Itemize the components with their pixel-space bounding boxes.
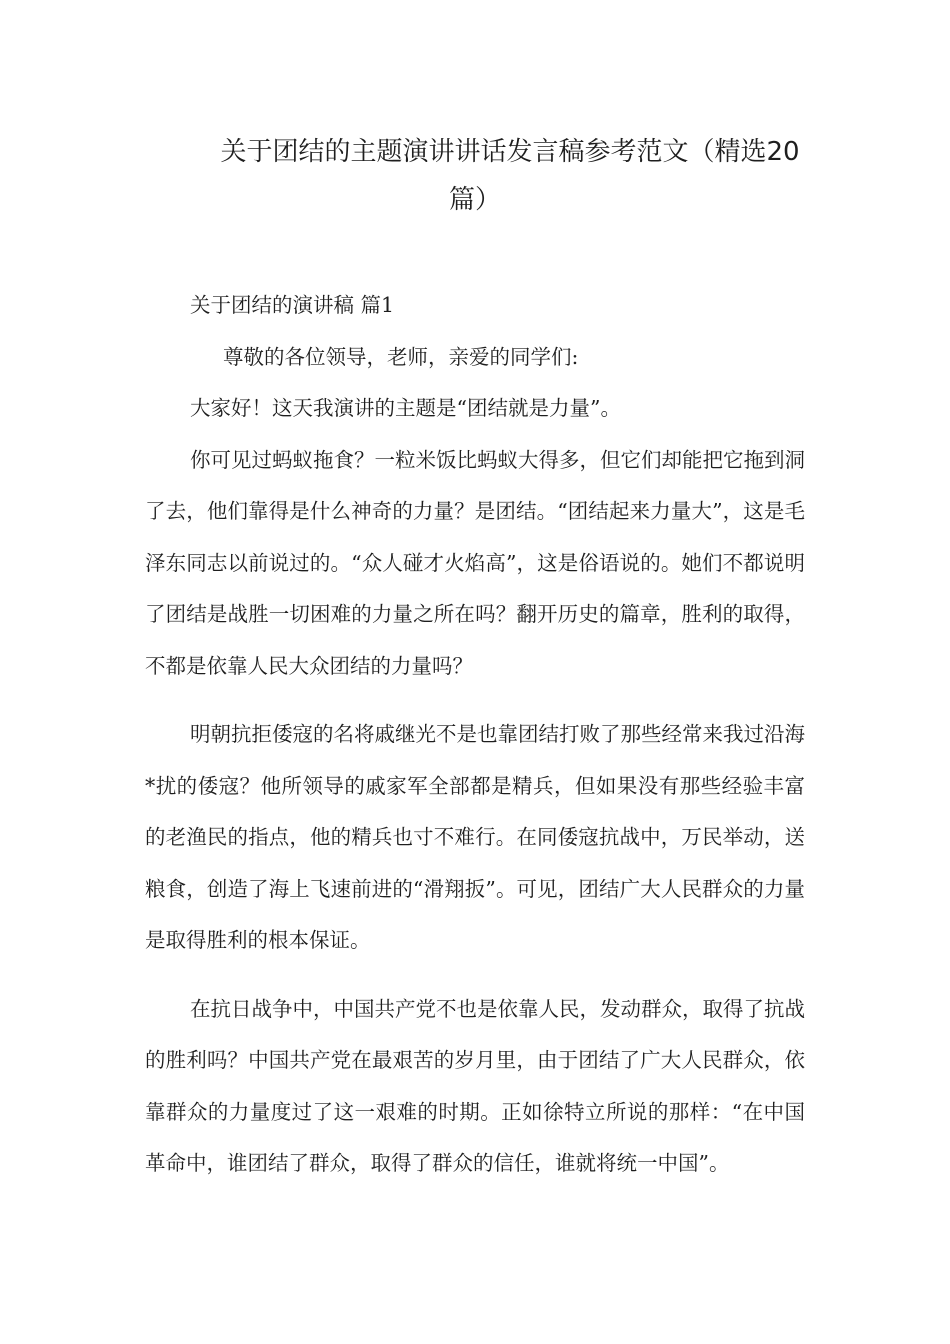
document-body bbox=[145, 280, 805, 1190]
document-title bbox=[145, 128, 805, 224]
title-line-2: 篇） bbox=[448, 185, 501, 215]
paragraph-1: 你可见过蚂蚁拖食？一粒米饭比蚂蚁大得多，但它们却能把它拖到洞了去，他们靠得是什么神奇的力量？是团结。“团结起来力量大”，这是毛泽东同志以前说过的。“众人碰才火焰高”，这是俗语说的。她们不都说明了团结是战胜一切困难的力量之所在吗？翻开历史的篇章，胜利的取得，不都是依靠人民大众团结的力量吗？ bbox=[145, 447, 805, 678]
greeting-line: 尊敬的各位领导，老师，亲爱的同学们: bbox=[223, 344, 579, 369]
opening-line: 大家好！这天我演讲的主题是“团结就是力量”。 bbox=[190, 396, 621, 420]
title-line-1: 关于团结的主题演讲讲话发言稿参考范文（精选20 bbox=[220, 137, 800, 167]
paragraph-3: 在抗日战争中，中国共产党不也是依靠人民，发动群众，取得了抗战的胜利吗？中国共产党在最艰苦的岁月里，由于团结了广大人民群众，依靠群众的力量度过了这一艰难的时期。正如徐特立所说的那样：“在中国革命中，谁团结了群众，取得了群众的信任，谁就将统一中国”。 bbox=[145, 996, 805, 1175]
section-heading: 关于团结的演讲稿 篇1 bbox=[190, 293, 395, 317]
paragraph-2: 明朝抗拒倭寇的名将戚继光不是也靠团结打败了那些经常来我过沿海*扰的倭寇？他所领导的戚家军全部都是精兵，但如果没有那些经验丰富的老渔民的指点，他的精兵也寸不难行。在同倭寇抗战中，万民举动，送粮食，创造了海上飞速前进的“滑翔扳”。可见，团结广大人民群众的力量是取得胜利的根本保证。 bbox=[145, 722, 805, 952]
